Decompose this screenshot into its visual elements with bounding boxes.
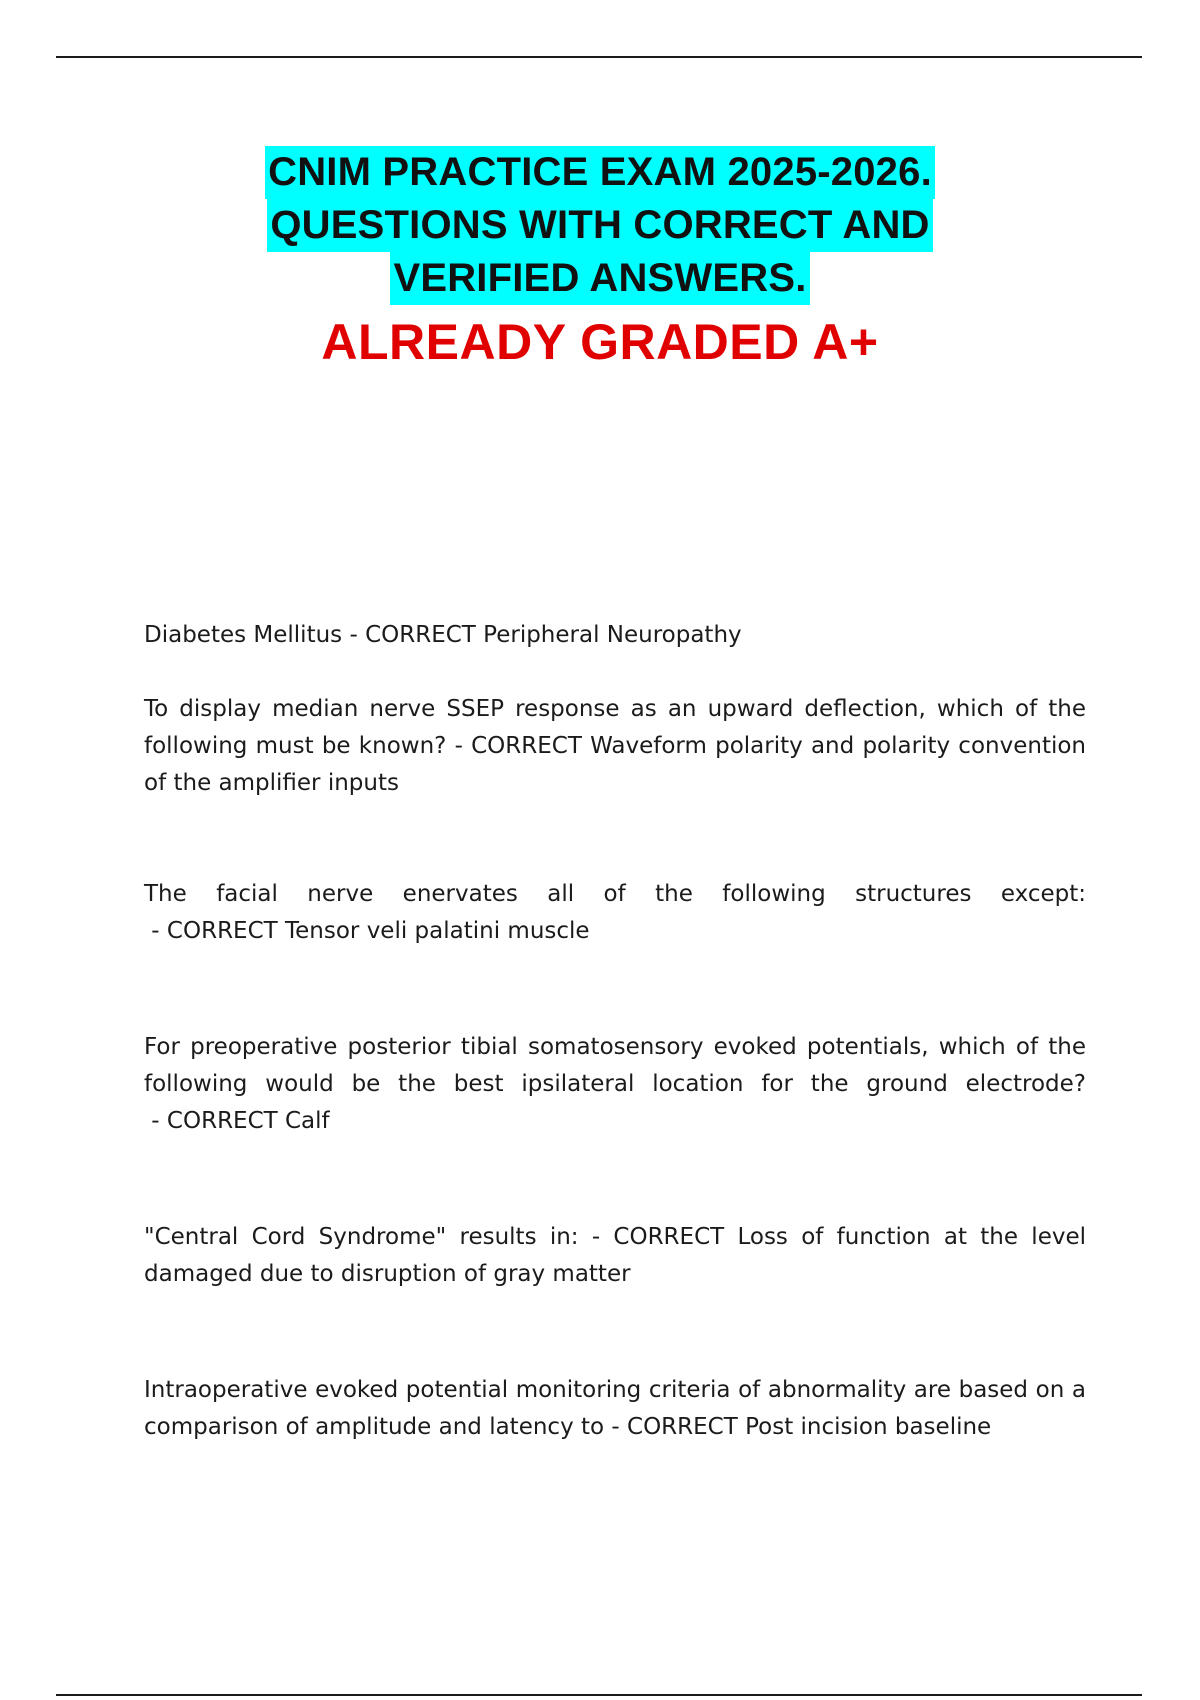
- title-line-3: VERIFIED ANSWERS.: [390, 252, 809, 305]
- qa-item: [144, 1372, 1086, 1446]
- answer-text: Post incision baseline: [745, 1414, 992, 1440]
- question-text: Intraoperative evoked potential monitoring criteria of abnormality are based on a comparison of amplitude and latency to: [144, 1377, 1086, 1440]
- grade-banner: ALREADY GRADED A+: [321, 314, 879, 370]
- title-line-2: QUESTIONS WITH CORRECT AND: [267, 199, 932, 252]
- qa-item: [144, 1219, 1086, 1293]
- qa-item: [144, 691, 1086, 802]
- question-text: Diabetes Mellitus: [144, 622, 343, 648]
- footer-rule: [56, 1694, 1142, 1696]
- header-rule: [56, 56, 1142, 58]
- title-block: [0, 146, 1200, 371]
- qa-item: [144, 1029, 1086, 1140]
- answer-text: Peripheral Neuropathy: [483, 622, 742, 648]
- answer-marker: - CORRECT: [446, 733, 591, 759]
- answer-marker: - CORRECT: [144, 1108, 285, 1134]
- answer-marker: - CORRECT: [342, 622, 484, 648]
- answer-marker: - CORRECT: [578, 1224, 738, 1250]
- answer-text: Tensor veli palatini muscle: [285, 918, 590, 944]
- question-text: The facial nerve enervates all of the following structures except:: [144, 881, 1086, 907]
- answer-text: Waveform polarity and polarity convention of the amplifier inputs: [144, 733, 1086, 796]
- qa-item: [144, 617, 1086, 654]
- question-text: For preoperative posterior tibial somatosensory evoked potentials, which of the following would be the best ipsilateral location for the ground electrode?: [144, 1034, 1086, 1097]
- answer-marker: - CORRECT: [604, 1414, 746, 1440]
- title-line-1: CNIM PRACTICE EXAM 2025-2026.: [265, 146, 935, 199]
- question-text: "Central Cord Syndrome" results in:: [144, 1224, 579, 1250]
- qa-list: [144, 617, 1086, 1446]
- answer-marker: - CORRECT: [144, 918, 285, 944]
- qa-item: [144, 876, 1086, 950]
- question-text: To display median nerve SSEP response as an upward deflection, which of the following must be known?: [144, 696, 1086, 759]
- answer-text: Calf: [285, 1108, 330, 1134]
- answer-text: Loss of function at the level damaged due to disruption of gray matter: [144, 1224, 1086, 1287]
